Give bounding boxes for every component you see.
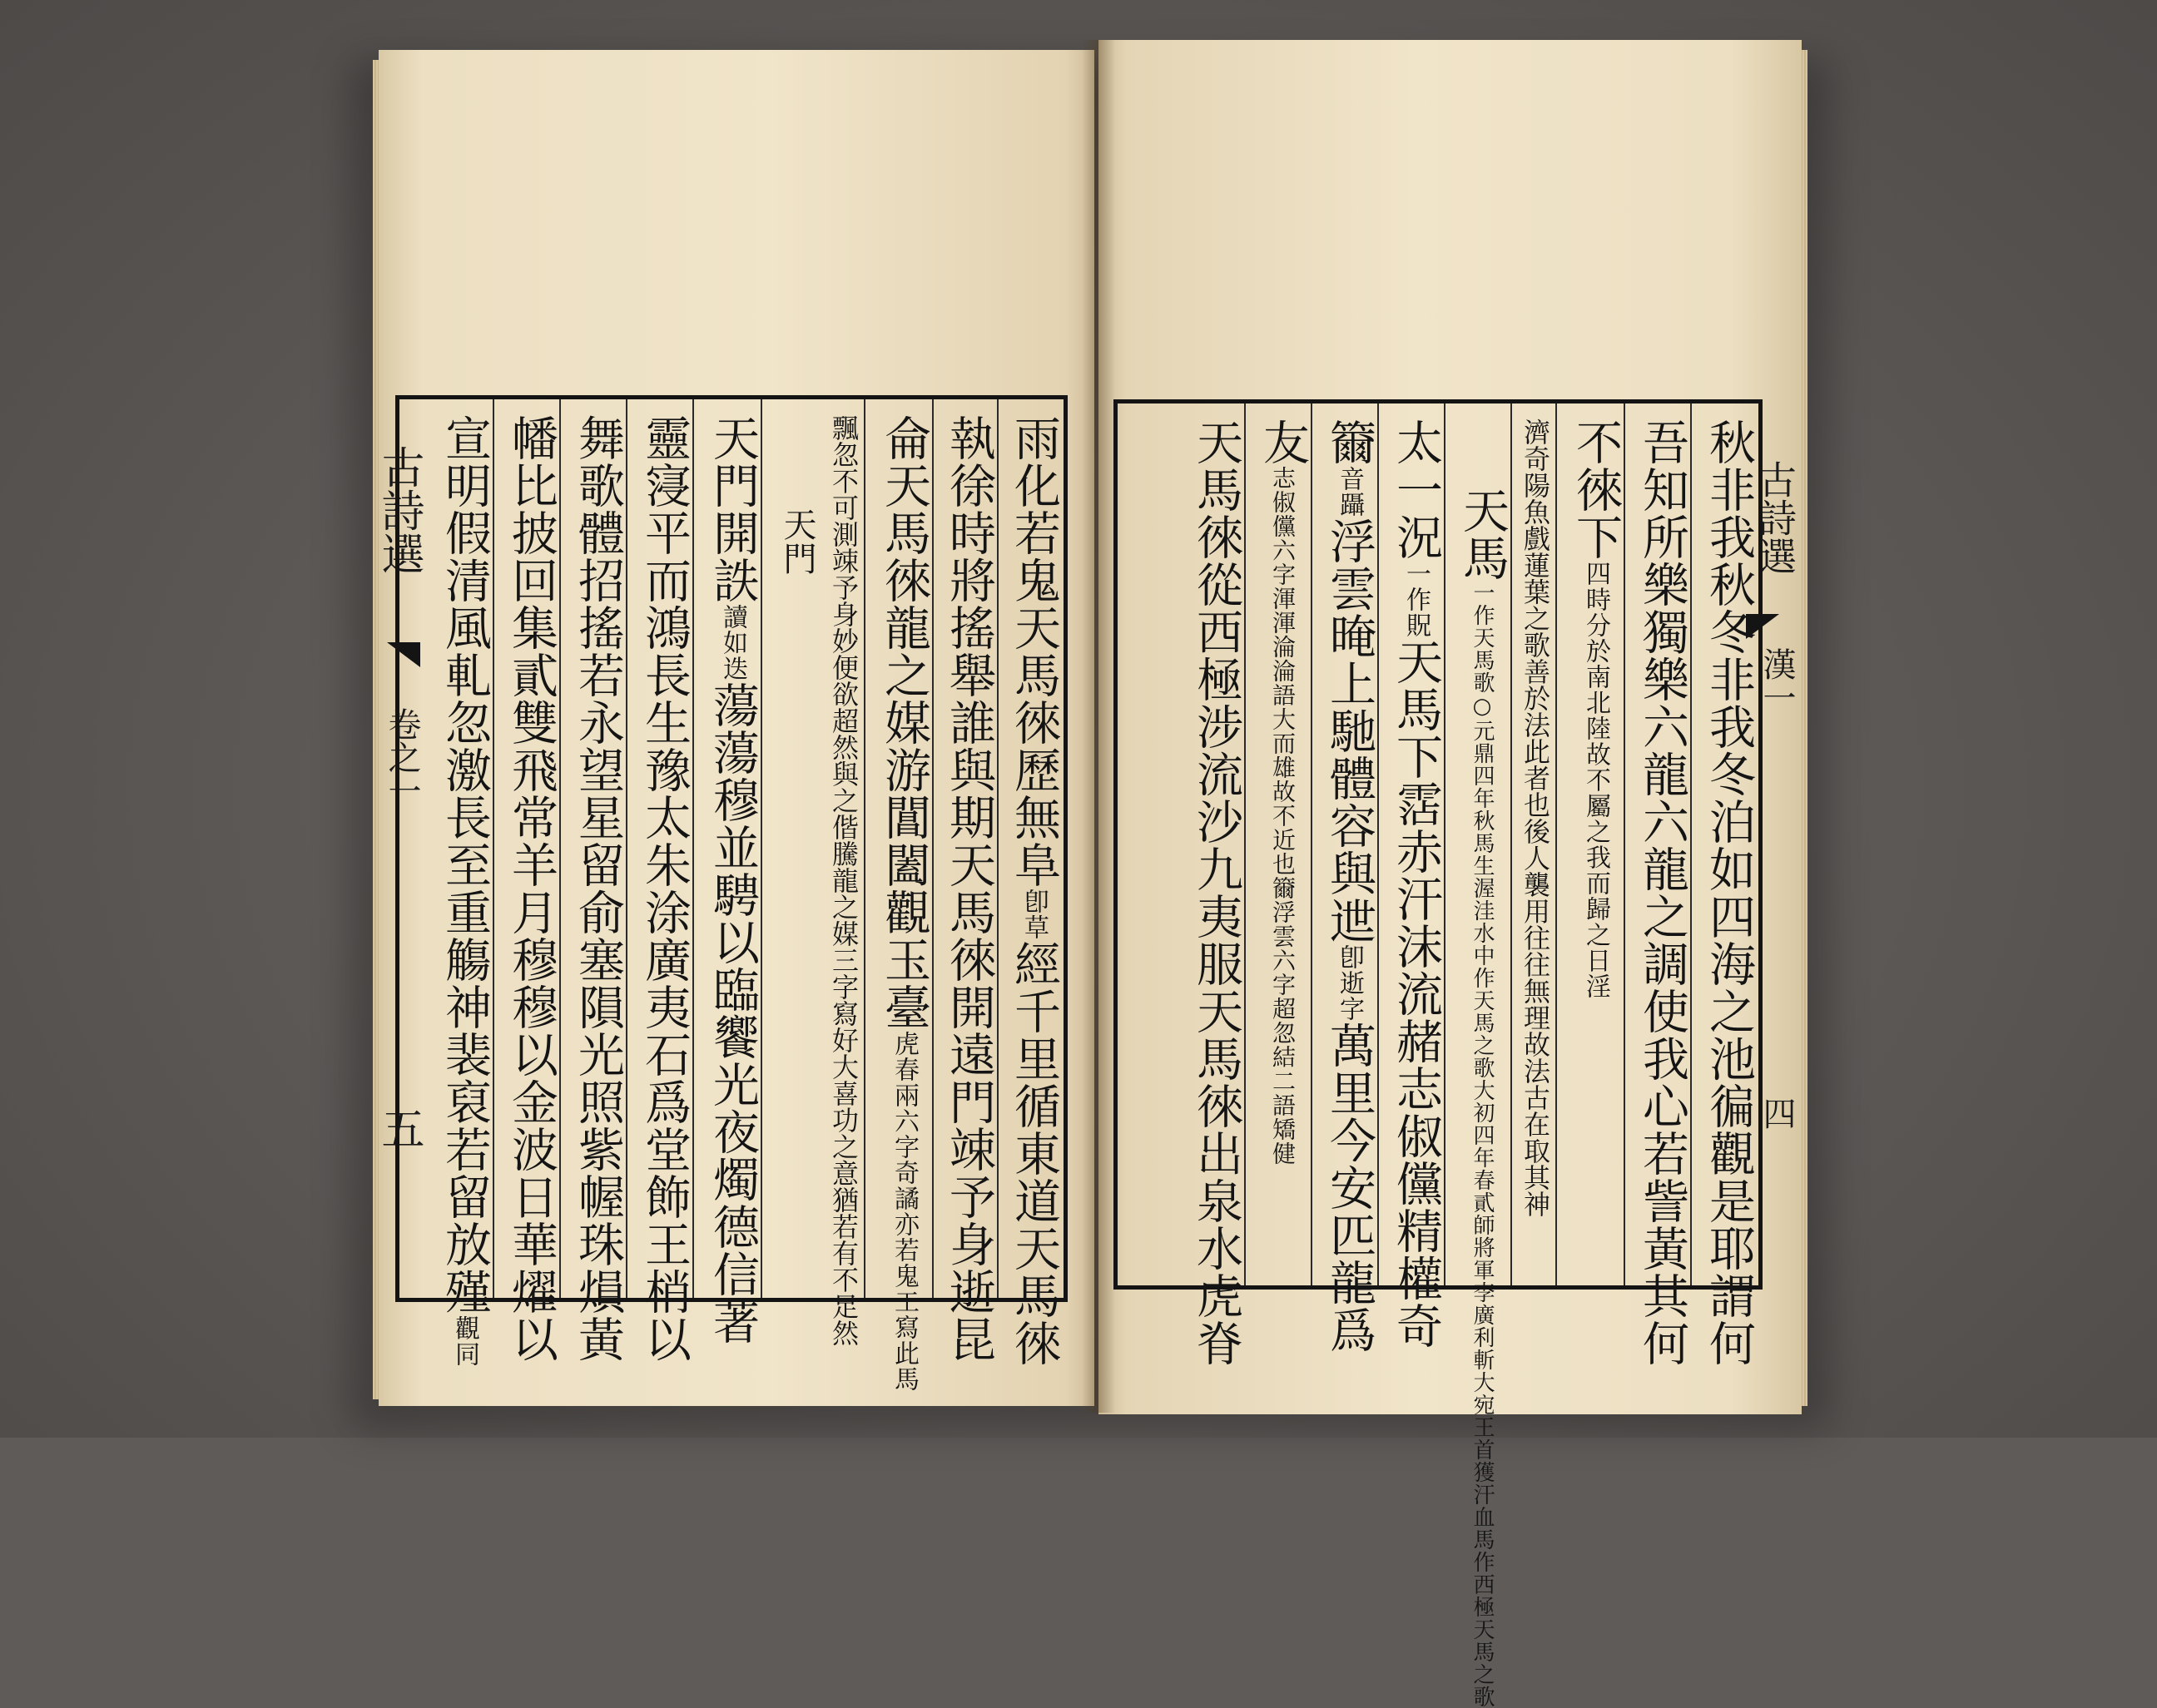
right-col-7 (1317, 403, 1376, 1354)
left-col-1-main: 雨化若鬼天馬徠歷無阜 (1007, 414, 1061, 889)
right-col-7-cont2: 萬里今安匹龍爲 (1322, 1022, 1376, 1354)
right-margin-title: 古詩選 (1753, 460, 1798, 575)
left-col-1 (1002, 399, 1061, 1367)
left-col-3-note: 虎春兩六字奇譎亦若鬼工寫此馬 (890, 1031, 919, 1392)
column-rule (692, 399, 694, 1298)
left-margin-title: 古詩選 (374, 445, 424, 575)
left-col-1-cont: 經千里循東道天馬徠 (1007, 940, 1061, 1367)
right-col-6-cont: 天馬下霑赤汗沫流赭志俶儻精權奇 (1389, 638, 1443, 1349)
right-columns (1118, 403, 1758, 1708)
left-col-2: 執徐時將搖舉誰與期天馬徠開遠門竦予身逝昆 (942, 414, 996, 1363)
column-rule (559, 399, 561, 1298)
column-rule (1377, 403, 1379, 1285)
column-rule (1510, 403, 1512, 1285)
left-col-10 (433, 399, 492, 1367)
right-col-1: 秋非我秋冬非我冬泊如四海之池徧觀是耶謂何 (1702, 418, 1756, 1367)
column-rule (1690, 403, 1692, 1285)
right-page-number: 四 (1758, 1097, 1796, 1130)
right-col-8-note: 志俶儻六字渾渾淪淪語大而雄故不近也籋浮雲六字超忽結二語矯健 (1269, 466, 1297, 1166)
right-col-9: 天馬徠從西極涉流沙九夷服天馬徠出泉水虎脊 (1189, 418, 1243, 1367)
right-col-6 (1384, 403, 1443, 1349)
right-col-6-note: 一作貺 (1401, 561, 1431, 638)
right-col-8 (1251, 403, 1310, 1285)
left-col-10-note: 觀同 (450, 1315, 479, 1367)
left-page-number: 五 (374, 1106, 424, 1150)
column-rule (1311, 403, 1312, 1285)
right-col-5-note: 一作天馬歌○元鼎四年秋馬生渥洼水中作天馬之歌大初四年春貳師將軍李廣利斬大宛王首獲汗血馬作西極天馬之歌 (1470, 582, 1495, 1708)
column-rule (864, 399, 865, 1298)
column-rule (997, 399, 999, 1298)
right-col-3-note: 四時分於南北陸故不屬之我而歸之日淫 (1581, 561, 1610, 999)
left-col-3-main: 侖天馬徠龍之媒游閶闔觀玉臺 (877, 414, 931, 1031)
left-col-9: 幡比披回集貳雙飛常羊月穆穆以金波日華燿以 (504, 414, 558, 1363)
column-rule (761, 399, 762, 1298)
column-rule (932, 399, 934, 1298)
right-col-5 (1450, 403, 1510, 1708)
left-margin-volume: 卷之一 (383, 707, 421, 807)
right-col-2: 吾知所樂獨樂六龍六龍之調使我心若訾黃其何 (1635, 418, 1689, 1367)
left-col-6-note: 讀如迭 (718, 604, 747, 681)
left-col-6-cont: 蕩蕩穆並騁以臨饗光夜燭德信著 (706, 681, 760, 1345)
column-rule (1624, 403, 1625, 1285)
right-col-3 (1564, 403, 1623, 1285)
left-col-7: 靈寖平而鴻長生豫太朱涂廣夷石爲堂飾王梢以 (637, 414, 692, 1363)
left-col-10-main: 宣明假清風軋忽激長至重觴神裴裒若留放殣 (438, 414, 492, 1315)
right-col-5-main: 天馬 (1455, 487, 1510, 582)
left-text-block (395, 395, 1068, 1392)
column-rule (1244, 403, 1246, 1285)
left-col-1-note: 卽草 (1019, 889, 1049, 940)
right-col-7-note: 音躡 (1335, 466, 1364, 517)
right-col-4-commentary: 濟奇陽魚戲蓮葉之歌善於法此者也後人襲用往往無理故法古在取其神 (1520, 418, 1551, 1217)
column-rule (1444, 403, 1445, 1285)
left-columns (399, 399, 1064, 1392)
right-margin-section: 漢一 (1758, 647, 1796, 714)
right-col-7-note2: 卽逝字 (1335, 944, 1364, 1022)
left-col-6-main: 天門開詄 (706, 414, 760, 604)
left-col-4-commentary: 飄忽不可測竦予身妙便欲超然與之偕騰龍之媒三字寫好大喜功之意猶若有不足然 (828, 414, 860, 1346)
column-rule (626, 399, 627, 1298)
left-col-8: 舞歌體招搖若永望星留俞塞隕光照紫幄珠熉黃 (571, 414, 625, 1363)
right-col-7-cont: 浮雲晻上馳體容與迣 (1322, 517, 1376, 944)
left-col-5-heading: 天門 (778, 507, 816, 576)
right-col-7-main: 籋 (1322, 418, 1376, 466)
column-rule (1555, 403, 1557, 1285)
right-col-6-main: 太一況 (1389, 418, 1443, 561)
right-text-block (1113, 399, 1763, 1708)
column-rule (493, 399, 494, 1298)
left-col-6 (701, 399, 760, 1345)
book-gutter (1082, 40, 1115, 1413)
right-col-3-main: 不徠下 (1569, 418, 1623, 561)
left-col-3 (872, 399, 931, 1392)
right-col-8-main: 友 (1256, 418, 1310, 466)
